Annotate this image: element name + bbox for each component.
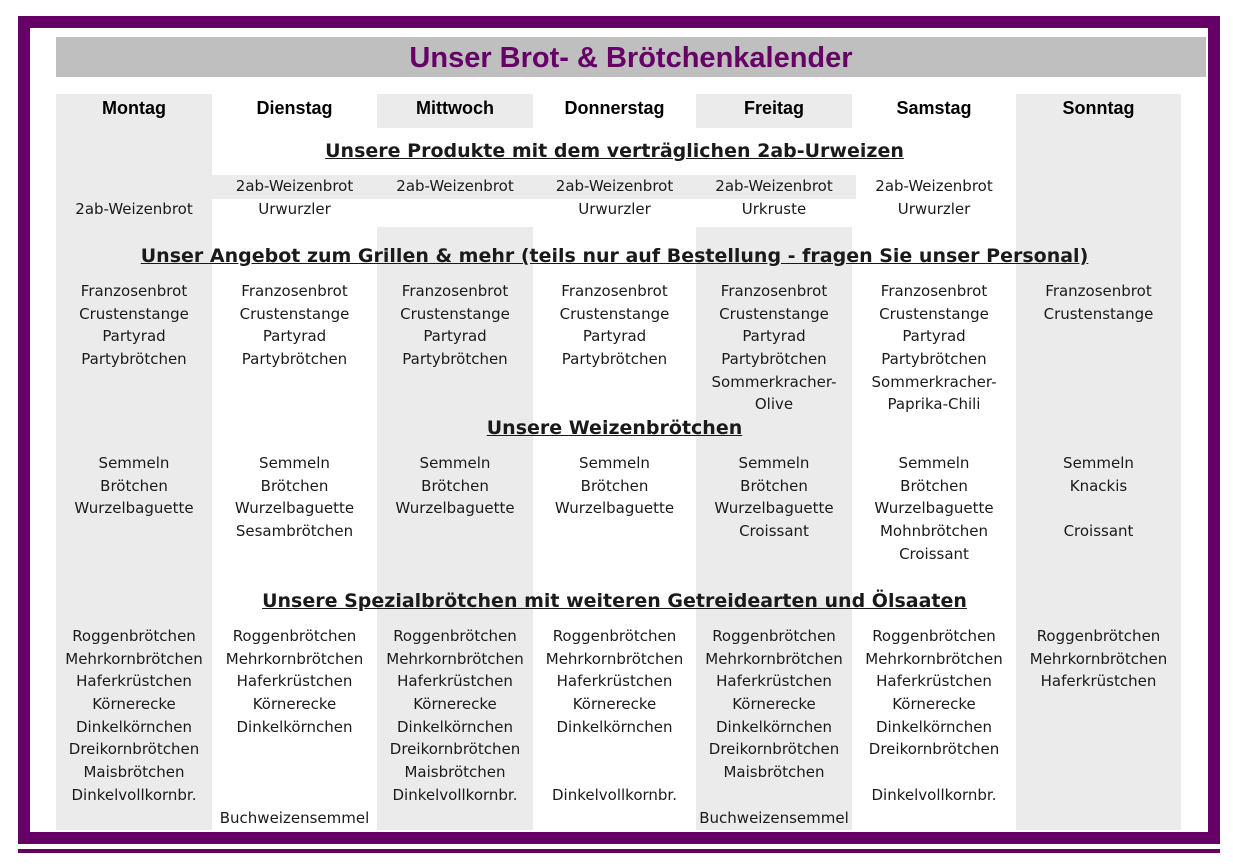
product-item: Partybrötchen [561,350,668,369]
product-item [56,175,212,198]
product-item: Urkruste [741,199,807,218]
product-item: Haferkrüstchen [397,672,513,691]
day-header-freitag: Freitag [743,98,804,118]
cell-weizen-mittwoch [377,452,533,520]
product-item: Körnerecke [92,695,176,714]
product-item: Dinkelvollkornbr. [392,785,518,804]
product-item: Brötchen [740,476,808,495]
product-item: Körnerecke [572,695,657,714]
product-item: Körnerecke [892,695,976,714]
product-item: 2ab-Weizenbrot [715,177,833,195]
product-item: Partybrötchen [81,350,187,369]
product-item: Roggenbrötchen [1036,627,1161,645]
cell-urweizen-mittwoch [377,175,533,220]
product-item: Brötchen [100,476,168,495]
product-item: Maisbrötchen [404,763,506,782]
product-item [212,784,377,807]
cell-weizen-samstag [852,452,1016,565]
product-item: Mehrkornbrötchen [705,649,843,668]
product-item: Dinkelkörnchen [75,717,192,736]
product-item: Franzosenbrot [720,282,828,300]
product-item: Roggenbrötchen [712,627,836,645]
cell-grillen-sonntag [1016,280,1181,325]
product-item: Brötchen [260,476,329,495]
product-item: Dinkelkörnchen [396,717,513,736]
product-item: Haferkrüstchen [76,672,192,691]
product-item: 2ab-Weizenbrot [396,177,514,195]
product-item: Haferkrüstchen [236,672,353,691]
product-item [533,738,696,761]
product-item: Dreikornbrötchen [708,740,840,759]
day-header-sonntag: Sonntag [1062,98,1135,118]
cell-grillen-freitag [696,280,852,416]
product-item [212,761,377,784]
section-title-text-urweizen: Unsere Produkte mit dem verträglichen 2ab-Urweizen [325,140,904,162]
product-item: Semmeln [419,454,491,472]
cell-spezial-freitag [696,625,852,829]
section-title-weizen [56,417,1173,439]
product-item: Semmeln [579,454,650,472]
product-item: Crustenstange [239,304,350,323]
product-item [1016,497,1181,520]
product-item: Knackis [1069,476,1128,495]
product-item: Partyrad [262,327,327,346]
product-item: Mehrkornbrötchen [545,649,684,668]
day-header-donnerstag: Donnerstag [564,98,665,118]
product-item [1016,175,1181,198]
product-item [852,761,1016,784]
product-item: Wurzelbaguette [874,499,994,518]
cell-urweizen-freitag [696,175,852,220]
section-title-spezial [56,590,1173,612]
section-title-text-spezial: Unsere Spezialbrötchen mit weiteren Getreidearten und Ölsaaten [262,590,967,612]
cell-spezial-samstag [852,625,1016,807]
product-item: Urwurzler [897,199,971,218]
product-item: Roggenbrötchen [872,627,996,645]
product-item: Franzosenbrot [80,282,188,300]
product-item: Buchweizensemmel [219,808,370,827]
product-item: 2ab-Weizenbrot [555,177,674,195]
product-item: Brötchen [580,476,649,495]
cell-weizen-freitag [696,452,852,543]
product-item: Brötchen [900,476,968,495]
cell-grillen-donnerstag [533,280,696,371]
product-item: Partyrad [582,327,647,346]
cell-spezial-mittwoch [377,625,533,807]
product-item: Dinkelvollkornbr. [871,785,997,804]
product-item: Maisbrötchen [83,763,185,782]
cell-grillen-mittwoch [377,280,533,371]
cell-urweizen-dienstag [212,175,377,220]
product-item: Mehrkornbrötchen [386,649,524,668]
product-item: Franzosenbrot [880,282,988,300]
product-item: Mohnbrötchen [879,522,989,541]
product-item: Mehrkornbrötchen [65,649,203,668]
product-item: Partybrötchen [881,350,987,369]
cell-weizen-dienstag [212,452,377,543]
product-item: Partyrad [423,327,487,346]
cell-urweizen-donnerstag [533,175,696,220]
product-item: Semmeln [898,454,970,472]
page-title: Unser Brot- & Brötchenkalender [409,42,853,74]
product-item: Semmeln [259,454,330,472]
product-item: Dreikornbrötchen [868,740,1000,759]
product-item: Maisbrötchen [723,763,825,782]
product-item: 2ab-Weizenbrot [235,177,354,195]
cell-urweizen-montag [56,175,212,220]
product-item: Partyrad [902,327,966,346]
product-item: 2ab-Weizenbrot [875,177,993,195]
product-item: Körnerecke [732,695,816,714]
product-item: Dinkelkörnchen [715,717,832,736]
product-item: Wurzelbaguette [554,499,675,518]
product-item: Dreikornbrötchen [389,740,521,759]
product-item: Haferkrüstchen [716,672,832,691]
day-header-samstag: Samstag [896,98,972,118]
product-item: Crustenstange [79,304,189,323]
product-item: Crustenstange [400,304,510,323]
section-title-grillen [56,245,1173,267]
product-item: Wurzelbaguette [74,499,194,518]
product-item: Olive [754,395,794,414]
product-item: Wurzelbaguette [234,499,355,518]
product-item: Crustenstange [879,304,989,323]
day-header-dienstag: Dienstag [256,98,333,118]
product-item [377,198,533,221]
product-item: Franzosenbrot [561,282,668,300]
product-item: Wurzelbaguette [714,499,834,518]
cell-grillen-samstag [852,280,1016,416]
product-item: Wurzelbaguette [395,499,515,518]
bottom-rule [18,849,1220,853]
product-item: Crustenstange [719,304,829,323]
cell-spezial-dienstag [212,625,377,829]
product-item: Dinkelkörnchen [556,717,673,736]
product-item [696,784,852,807]
product-item: Partyrad [742,327,806,346]
cell-urweizen-sonntag [1016,175,1181,220]
product-item [1016,198,1181,221]
product-item: Croissant [1063,522,1134,541]
product-item: Buchweizensemmel [699,808,849,827]
product-item: Croissant [899,544,969,563]
product-item: Dreikornbrötchen [68,740,200,759]
cell-weizen-donnerstag [533,452,696,520]
product-item: Haferkrüstchen [876,672,992,691]
product-item: Crustenstange [559,304,670,323]
product-item: Sommerkracher- [711,372,837,391]
product-item: Urwurzler [578,199,651,218]
product-item: Urwurzler [258,199,331,218]
product-item: Sommerkracher- [871,372,997,391]
product-item: Mehrkornbrötchen [225,649,364,668]
product-item: Brötchen [421,476,489,495]
product-item: Haferkrüstchen [556,672,673,691]
product-item: Crustenstange [1043,304,1154,323]
product-item: Roggenbrötchen [232,627,357,645]
product-item: Haferkrüstchen [1040,672,1157,691]
product-item [533,761,696,784]
product-item: Körnerecke [252,695,337,714]
product-item: Semmeln [98,454,170,472]
product-item [212,738,377,761]
product-item: Partybrötchen [721,350,827,369]
product-item: Franzosenbrot [241,282,348,300]
cell-urweizen-samstag [852,175,1016,220]
product-item: Semmeln [1063,454,1134,472]
product-item: Mehrkornbrötchen [865,649,1003,668]
cell-weizen-montag [56,452,212,520]
product-item: Semmeln [738,454,810,472]
product-item: Dinkelvollkornbr. [71,785,197,804]
product-item: Dinkelkörnchen [236,717,353,736]
product-item: Roggenbrötchen [552,627,677,645]
product-item: Sesambrötchen [235,522,354,541]
product-item: Croissant [739,522,809,541]
cell-spezial-donnerstag [533,625,696,807]
product-item: Roggenbrötchen [72,627,196,645]
product-item: Körnerecke [413,695,497,714]
product-item: Franzosenbrot [401,282,509,300]
cell-weizen-sonntag [1016,452,1181,543]
day-header-mittwoch: Mittwoch [416,98,494,118]
section-title-urweizen [56,140,1173,162]
product-item: Partybrötchen [402,350,508,369]
cell-spezial-sonntag [1016,625,1181,693]
cell-grillen-montag [56,280,212,371]
day-header-montag: Montag [102,98,166,118]
product-item: Dinkelvollkornbr. [552,785,677,804]
product-item: Partyrad [102,327,166,346]
cell-spezial-montag [56,625,212,807]
product-item: Franzosenbrot [1045,282,1152,300]
section-title-text-grillen: Unser Angebot zum Grillen & mehr (teils nur auf Bestellung - fragen Sie unser Personal) [140,245,1089,267]
product-item: Paprika-Chili [887,395,981,414]
product-item: Roggenbrötchen [393,627,517,645]
product-item: Partybrötchen [241,350,348,369]
section-title-text-weizen: Unsere Weizenbrötchen [486,417,743,439]
product-item: 2ab-Weizenbrot [75,199,193,218]
product-item: Mehrkornbrötchen [1029,649,1168,668]
cell-grillen-dienstag [212,280,377,371]
product-item: Dinkelkörnchen [875,717,992,736]
